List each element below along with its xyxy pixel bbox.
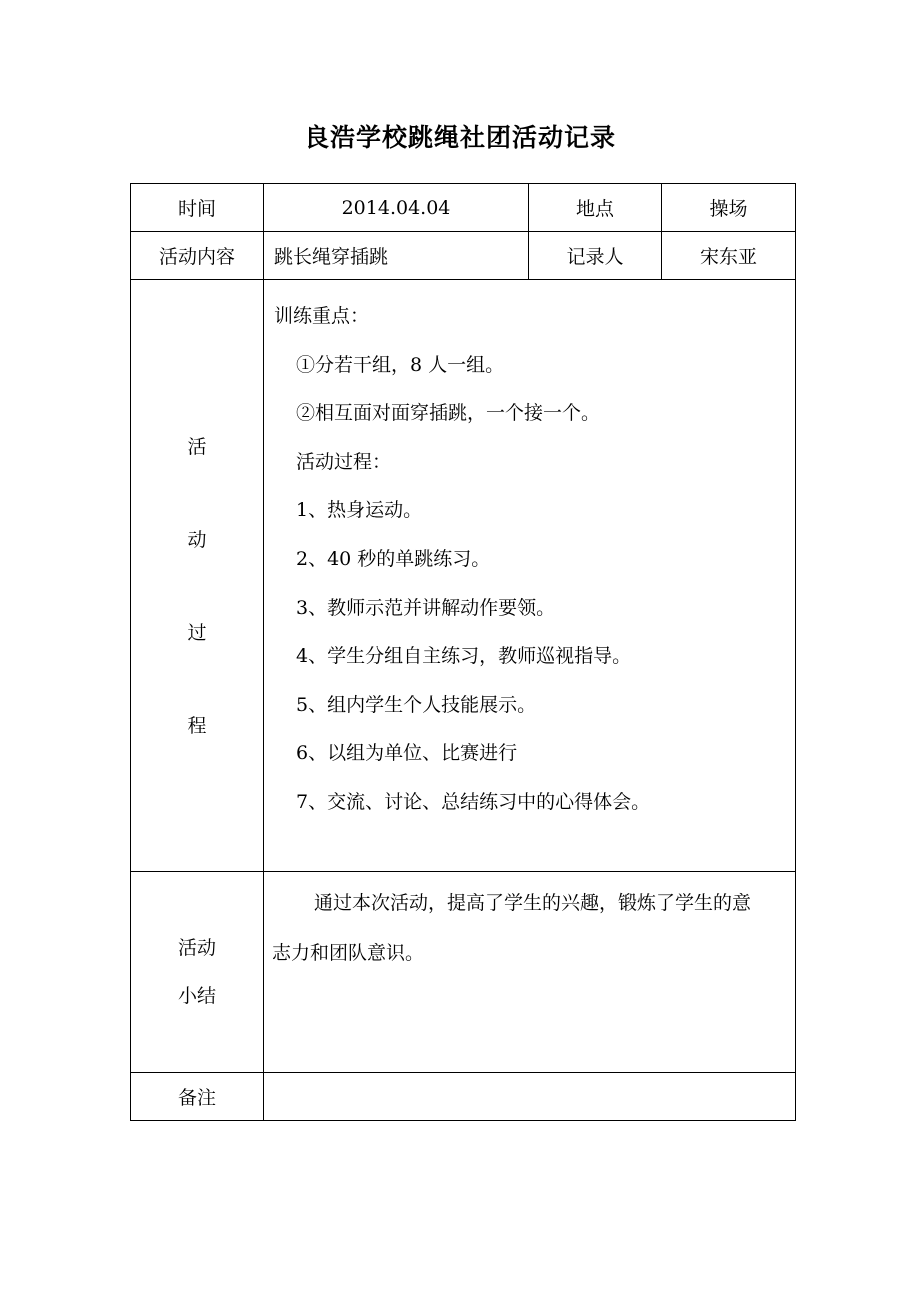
recorder-label: 记录人 [529, 232, 662, 280]
content-value: 跳长绳穿插跳 [264, 232, 529, 280]
process-label-cell [131, 280, 264, 872]
table-row [131, 184, 796, 232]
notes-value [264, 1073, 796, 1121]
page-title: 良浩学校跳绳社团活动记录 [303, 123, 616, 152]
process-heading: 活动过程： [296, 450, 392, 473]
notes-label: 备注 [131, 1073, 264, 1121]
process-label-char: 程 [187, 715, 207, 737]
table-row [131, 232, 796, 280]
table-row [131, 1073, 796, 1121]
list-item: 3、教师示范并讲解动作要领。 [296, 596, 556, 619]
process-label-char: 活 [187, 436, 207, 458]
list-item: 7、交流、讨论、总结练习中的心得体会。 [296, 790, 651, 813]
process-heading: 训练重点： [274, 305, 370, 327]
table-row [131, 872, 796, 1073]
process-list [274, 280, 795, 827]
summary-label-line: 小结 [177, 985, 216, 1007]
time-value: 2014.04.04 [264, 184, 529, 232]
list-item: 2、40 秒的单跳练习。 [296, 547, 491, 570]
list-item: ①分若干组，8 人一组。 [296, 353, 505, 376]
time-label: 时间 [131, 184, 264, 232]
place-value: 操场 [662, 184, 796, 232]
process-label-char: 动 [187, 529, 207, 551]
list-item: 6、以组为单位、比赛进行 [296, 742, 518, 765]
summary-text: 通过本次活动，提高了学生的兴趣，锻炼了学生的意志力和团队意识。 [264, 872, 796, 1073]
process-label-char: 过 [187, 622, 207, 644]
summary-label [131, 924, 263, 1020]
activity-record-table [130, 183, 796, 1121]
summary-label-cell [131, 872, 264, 1073]
list-item: 1、热身运动。 [296, 499, 423, 522]
list-item: ②相互面对面穿插跳，一个接一个。 [296, 402, 601, 425]
place-label: 地点 [529, 184, 662, 232]
list-item: 4、学生分组自主练习，教师巡视指导。 [296, 645, 632, 668]
table-row [131, 280, 796, 872]
summary-label-line: 活动 [177, 937, 216, 959]
process-label [131, 280, 263, 871]
content-label: 活动内容 [131, 232, 264, 280]
process-content [264, 280, 796, 872]
list-item: 5、组内学生个人技能展示。 [296, 693, 537, 716]
recorder-value: 宋东亚 [662, 232, 796, 280]
